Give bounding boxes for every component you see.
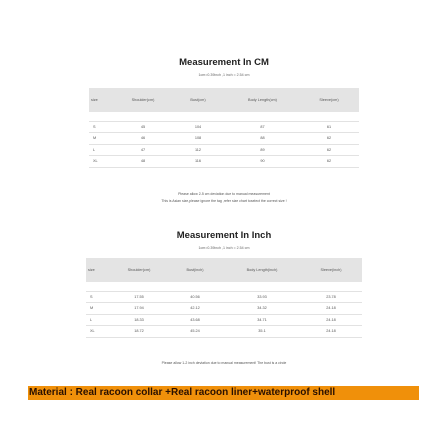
- table-row: [89, 144, 359, 156]
- cm-header-body-length: Body Length(cm): [226, 88, 299, 112]
- bust-cell: 112: [170, 144, 226, 156]
- bust-cell: 45.24: [166, 326, 224, 338]
- body-length-cell: 90: [226, 156, 299, 168]
- body-length-cell: 89: [226, 144, 299, 156]
- cm-header-row: [89, 88, 359, 112]
- material-banner: Material : Real racoon collar +Real racoon liner+waterproof shell: [28, 386, 419, 400]
- body-length-cell: 87: [226, 121, 299, 133]
- table-spacer-row: [89, 112, 359, 121]
- size-cell: M: [89, 133, 116, 145]
- size-cell: L: [86, 314, 112, 326]
- table-row: [89, 156, 359, 168]
- shoulder-cell: 46: [116, 133, 170, 145]
- cm-conversion-note: 1cm=0.39inch ,1 inch = 2.54 cm: [198, 73, 250, 77]
- shoulder-cell: 17.55: [112, 291, 166, 303]
- size-cell: M: [86, 303, 112, 315]
- table-row: [86, 314, 362, 326]
- size-cell: L: [89, 144, 116, 156]
- table-row: [89, 121, 359, 133]
- cm-header-size: size: [89, 88, 116, 112]
- bust-cell: 104: [170, 121, 226, 133]
- shoulder-cell: 48: [116, 156, 170, 168]
- size-cell: XL: [86, 326, 112, 338]
- bust-cell: 42.12: [166, 303, 224, 315]
- inch-header-body-length: Body Length(inch): [224, 258, 300, 282]
- size-cell: S: [86, 291, 112, 303]
- cm-header-shoulder: Shoulder(cm): [116, 88, 170, 112]
- inch-title: Measurement In Inch: [176, 230, 272, 241]
- sleeve-cell: 24.18: [300, 314, 362, 326]
- inch-header-shoulder: Shoulder(cm): [112, 258, 166, 282]
- body-length-cell: 35.1: [224, 326, 300, 338]
- table-row: [86, 326, 362, 338]
- bust-cell: 116: [170, 156, 226, 168]
- sleeve-cell: 24.18: [300, 326, 362, 338]
- inch-header-bust: Bust(inch): [166, 258, 224, 282]
- cm-deviation-note: Please allow 2-5 cm deviation due to manual measurement: [178, 192, 270, 196]
- table-row: [89, 133, 359, 145]
- inch-header-size: size: [86, 258, 112, 282]
- shoulder-cell: 18.72: [112, 326, 166, 338]
- bust-cell: 108: [170, 133, 226, 145]
- sleeve-cell: 62: [299, 156, 359, 168]
- bust-cell: 40.56: [166, 291, 224, 303]
- cm-header-sleeve: Sleeve(cm): [299, 88, 359, 112]
- cm-size-table: [89, 88, 359, 168]
- sleeve-cell: 23.78: [300, 291, 362, 303]
- inch-conversion-note: 1cm=0.39inch ,1 inch = 2.54 cm: [198, 246, 250, 250]
- inch-header-sleeve: Sleeve(inch): [300, 258, 362, 282]
- body-length-cell: 33.93: [224, 291, 300, 303]
- table-row: [86, 303, 362, 315]
- shoulder-cell: 17.94: [112, 303, 166, 315]
- size-cell: S: [89, 121, 116, 133]
- sleeve-cell: 24.18: [300, 303, 362, 315]
- body-length-cell: 34.32: [224, 303, 300, 315]
- inch-size-table: [86, 258, 362, 338]
- sleeve-cell: 62: [299, 133, 359, 145]
- cm-header-bust: Bust(cm): [170, 88, 226, 112]
- asian-size-note: This is Asian size,please ignore the tag ,refer size chart toselect the correct size !: [161, 199, 287, 203]
- table-row: [86, 291, 362, 303]
- sleeve-cell: 62: [299, 144, 359, 156]
- shoulder-cell: 18.33: [112, 314, 166, 326]
- table-spacer-row: [86, 282, 362, 291]
- cm-title: Measurement In CM: [179, 57, 269, 68]
- inch-deviation-note: Please allow 1-2 inch deviation due to manual measurement! The bust is a circle: [161, 361, 287, 365]
- shoulder-cell: 47: [116, 144, 170, 156]
- sleeve-cell: 61: [299, 121, 359, 133]
- shoulder-cell: 45: [116, 121, 170, 133]
- body-length-cell: 34.71: [224, 314, 300, 326]
- size-cell: XL: [89, 156, 116, 168]
- inch-header-row: [86, 258, 362, 282]
- body-length-cell: 88: [226, 133, 299, 145]
- bust-cell: 43.68: [166, 314, 224, 326]
